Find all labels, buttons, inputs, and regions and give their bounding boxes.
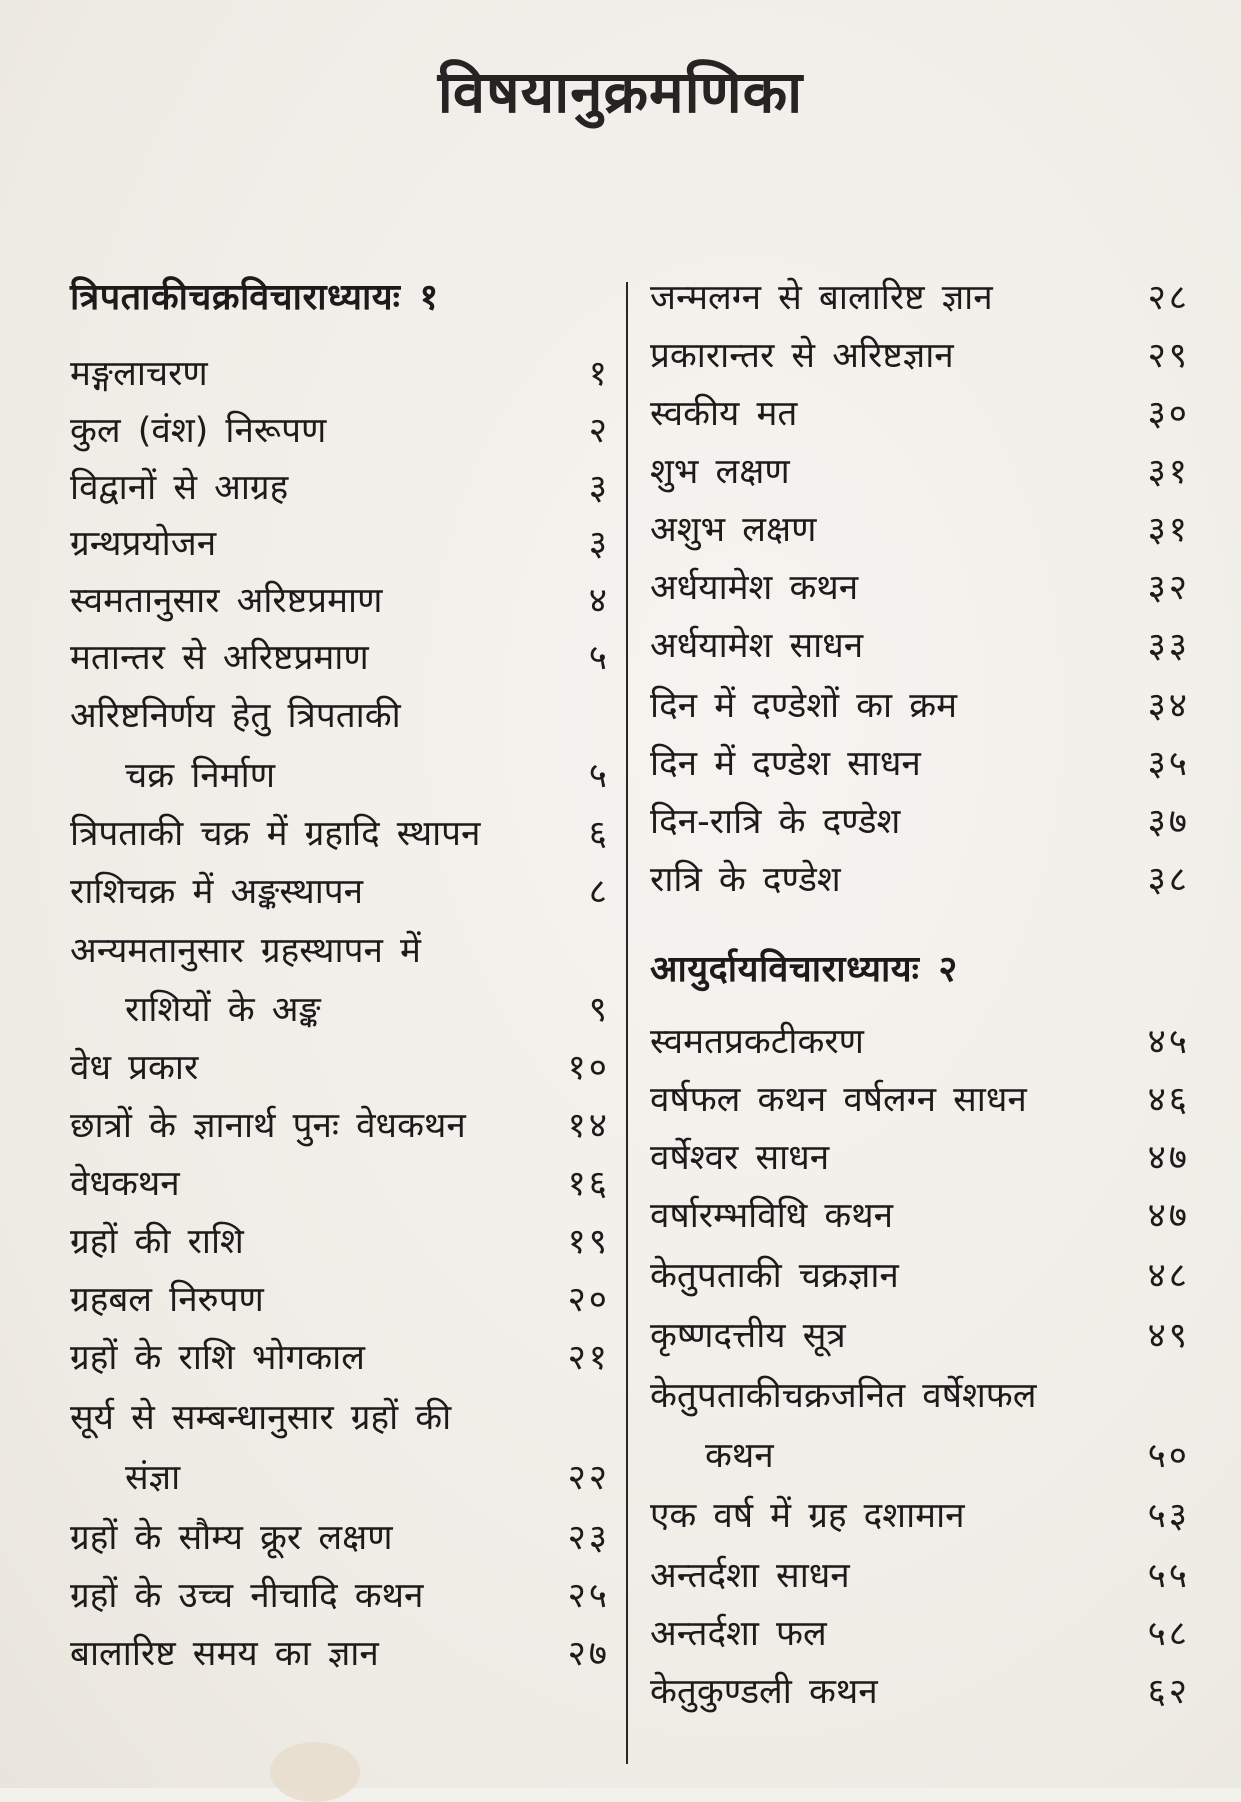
toc-entry	[70, 518, 610, 570]
toc-entry	[650, 796, 1190, 848]
toc-entry-page-number: ४	[588, 581, 610, 621]
toc-entry	[70, 1100, 610, 1152]
toc-entry	[650, 620, 1190, 672]
paper-stain	[270, 1742, 360, 1802]
toc-entry-page-number: २२	[567, 1458, 610, 1498]
toc-entry-title: वेधकथन	[70, 1164, 180, 1204]
toc-entry	[70, 1332, 610, 1384]
toc-entry-title: स्वकीय मत	[650, 394, 798, 434]
toc-entry-page-number: ४६	[1147, 1080, 1190, 1120]
toc-entry-page-number: ५	[588, 638, 610, 678]
toc-entry-page-number: ८	[588, 872, 610, 912]
toc-entry	[650, 1016, 1190, 1068]
toc-entry-title: अन्यमतानुसार ग्रहस्थापन में	[70, 931, 421, 971]
toc-entry-title: केतुपताकीचक्रजनित वर्षेशफल	[650, 1376, 1037, 1416]
toc-entry	[650, 738, 1190, 790]
chapter-heading	[650, 944, 1190, 996]
toc-entry-title: छात्रों के ज्ञानार्थ पुनः वेधकथन	[70, 1106, 466, 1146]
toc-entry-title: अशुभ लक्षण	[650, 510, 817, 550]
toc-entry	[650, 330, 1190, 382]
toc-entry-page-number: २७	[567, 1634, 610, 1674]
toc-entry	[70, 808, 610, 860]
toc-entry-title: ग्रहबल निरुपण	[70, 1280, 264, 1320]
toc-entry-page-number: ३१	[1147, 452, 1190, 492]
toc-entry	[650, 1430, 1190, 1482]
toc-entry-page-number: ३०	[1147, 394, 1190, 434]
toc-entry-page-number: ५३	[1147, 1496, 1190, 1536]
toc-entry	[70, 690, 610, 742]
toc-entry-title: अरिष्टनिर्णय हेतु त्रिपताकी	[70, 696, 401, 736]
toc-entry-title: शुभ लक्षण	[650, 452, 790, 492]
toc-entry-page-number: ३	[588, 468, 610, 508]
toc-entry-title: जन्मलग्न से बालारिष्ट ज्ञान	[650, 278, 993, 318]
toc-entry-title: वर्षफल कथन वर्षलग्न साधन	[650, 1080, 1027, 1120]
toc-entry-page-number: ९	[588, 990, 610, 1030]
toc-entry-title: बालारिष्ट समय का ज्ञान	[70, 1634, 379, 1674]
toc-entry-page-number: १९	[567, 1222, 610, 1262]
toc-entry-page-number: १६	[567, 1164, 610, 1204]
toc-entry	[70, 348, 610, 400]
toc-entry	[70, 1158, 610, 1210]
toc-entry-title: अन्तर्दशा फल	[650, 1614, 827, 1654]
toc-entry	[70, 1628, 610, 1680]
toc-entry-title: मङ्गलाचरण	[70, 354, 208, 394]
toc-entry-page-number: १४	[567, 1106, 610, 1146]
toc-entry-title: ग्रहों के राशि भोगकाल	[70, 1338, 365, 1378]
toc-entry	[70, 925, 610, 977]
toc-entry-title: अन्तर्दशा साधन	[650, 1556, 850, 1596]
toc-entry-title: ग्रन्थप्रयोजन	[70, 524, 217, 564]
toc-entry-page-number: ४५	[1147, 1022, 1190, 1062]
toc-entry-title: ग्रहों के सौम्य क्रूर लक्षण	[70, 1518, 393, 1558]
toc-entry-page-number: २१	[567, 1338, 610, 1378]
toc-entry-page-number: ४७	[1147, 1196, 1190, 1236]
toc-entry	[650, 1608, 1190, 1660]
column-divider	[626, 282, 628, 1764]
toc-entry-title: त्रिपताकी चक्र में ग्रहादि स्थापन	[70, 814, 481, 854]
toc-entry	[650, 1250, 1190, 1302]
toc-entry	[70, 1274, 610, 1326]
chapter-heading-text: आयुर्दायविचाराध्यायः २	[650, 949, 958, 990]
toc-entry-title: स्वमतप्रकटीकरण	[650, 1022, 864, 1062]
toc-entry-page-number: ४९	[1147, 1316, 1190, 1356]
toc-entry	[650, 854, 1190, 906]
toc-entry-page-number: २८	[1147, 278, 1190, 318]
toc-entry	[70, 1392, 610, 1444]
toc-entry-title: स्वमतानुसार अरिष्टप्रमाण	[70, 581, 383, 621]
toc-entry-title: दिन-रात्रि के दण्डेश	[650, 802, 901, 842]
toc-entry	[650, 1132, 1190, 1184]
toc-entry-page-number: ३१	[1147, 510, 1190, 550]
toc-entry-title: सूर्य से सम्बन्धानुसार ग्रहों की	[70, 1398, 452, 1438]
toc-entry-page-number: ३४	[1147, 686, 1190, 726]
toc-entry-page-number: १०	[567, 1048, 610, 1088]
toc-entry-page-number: ५५	[1147, 1556, 1190, 1596]
toc-entry	[650, 1550, 1190, 1602]
toc-entry-title: दिन में दण्डेश साधन	[650, 744, 921, 784]
toc-entry-title: चक्र निर्माण	[125, 756, 276, 796]
toc-entry	[70, 1042, 610, 1094]
toc-entry-page-number: २	[588, 411, 610, 451]
toc-entry-title: मतान्तर से अरिष्टप्रमाण	[70, 638, 369, 678]
toc-entry	[650, 446, 1190, 498]
page-title: विषयानुक्रमणिका	[437, 58, 804, 126]
toc-entry	[70, 750, 610, 802]
toc-entry-page-number: ३८	[1147, 860, 1190, 900]
toc-entry	[70, 866, 610, 918]
toc-entry-title: अर्धयामेश कथन	[650, 568, 859, 608]
toc-entry-title: कुल (वंश) निरूपण	[70, 411, 327, 451]
toc-entry-title: केतुकुण्डली कथन	[650, 1672, 878, 1712]
toc-entry	[650, 1666, 1190, 1718]
toc-entry-page-number: ५८	[1147, 1614, 1190, 1654]
toc-entry	[70, 1512, 610, 1564]
toc-entry	[650, 680, 1190, 732]
chapter-heading-text: त्रिपताकीचक्रविचाराध्यायः १	[70, 277, 439, 318]
toc-entry	[650, 1370, 1190, 1422]
toc-entry-page-number: ३	[588, 524, 610, 564]
toc-entry-title: रात्रि के दण्डेश	[650, 860, 841, 900]
toc-entry-page-number: २५	[567, 1576, 610, 1616]
toc-entry-page-number: ५	[588, 756, 610, 796]
toc-entry	[70, 462, 610, 514]
toc-entry	[650, 562, 1190, 614]
toc-entry-title: कृष्णदत्तीय सूत्र	[650, 1316, 846, 1356]
toc-entry	[70, 1216, 610, 1268]
toc-entry-page-number: २९	[1147, 336, 1190, 376]
toc-entry-page-number: २३	[567, 1518, 610, 1558]
toc-entry-page-number: २०	[567, 1280, 610, 1320]
toc-entry-page-number: ५०	[1147, 1436, 1190, 1476]
toc-entry-page-number: ६	[588, 814, 610, 854]
toc-entry-title: वेध प्रकार	[70, 1048, 199, 1088]
toc-entry	[70, 1452, 610, 1504]
toc-entry	[70, 984, 610, 1036]
toc-entry-title: केतुपताकी चक्रज्ञान	[650, 1256, 899, 1296]
toc-entry-title: दिन में दण्डेशों का क्रम	[650, 686, 958, 726]
toc-entry-title: संज्ञा	[125, 1458, 181, 1498]
toc-entry-page-number: ४८	[1147, 1256, 1190, 1296]
toc-entry	[650, 272, 1190, 324]
toc-entry-title: ग्रहों की राशि	[70, 1222, 244, 1262]
toc-entry-page-number: ६२	[1147, 1672, 1190, 1712]
toc-entry	[650, 1310, 1190, 1362]
toc-entry	[70, 632, 610, 684]
toc-entry	[650, 504, 1190, 556]
toc-entry	[70, 1570, 610, 1622]
toc-entry	[650, 1190, 1190, 1242]
toc-entry-page-number: ४७	[1147, 1138, 1190, 1178]
chapter-heading	[70, 272, 610, 324]
toc-entry	[650, 1490, 1190, 1542]
toc-entry-title: विद्वानों से आग्रह	[70, 468, 289, 508]
toc-entry-page-number: ३७	[1147, 802, 1190, 842]
toc-entry-title: अर्धयामेश साधन	[650, 626, 864, 666]
toc-entry-title: वर्षारम्भविधि कथन	[650, 1196, 894, 1236]
toc-entry-title: वर्षेश्वर साधन	[650, 1138, 830, 1178]
toc-entry	[650, 388, 1190, 440]
toc-entry-page-number: ३५	[1147, 744, 1190, 784]
toc-entry-title: राशिचक्र में अङ्कस्थापन	[70, 872, 364, 912]
toc-entry	[650, 1074, 1190, 1126]
toc-entry-page-number: ३२	[1147, 568, 1190, 608]
toc-entry-title: राशियों के अङ्क	[125, 990, 321, 1030]
toc-entry-title: एक वर्ष में ग्रह दशामान	[650, 1496, 965, 1536]
toc-entry-title: कथन	[705, 1436, 774, 1476]
toc-entry-page-number: ३३	[1147, 626, 1190, 666]
toc-entry	[70, 575, 610, 627]
toc-entry-title: ग्रहों के उच्च नीचादि कथन	[70, 1576, 424, 1616]
toc-entry-title: प्रकारान्तर से अरिष्टज्ञान	[650, 336, 954, 376]
toc-entry-page-number: १	[588, 354, 610, 394]
toc-entry	[70, 405, 610, 457]
